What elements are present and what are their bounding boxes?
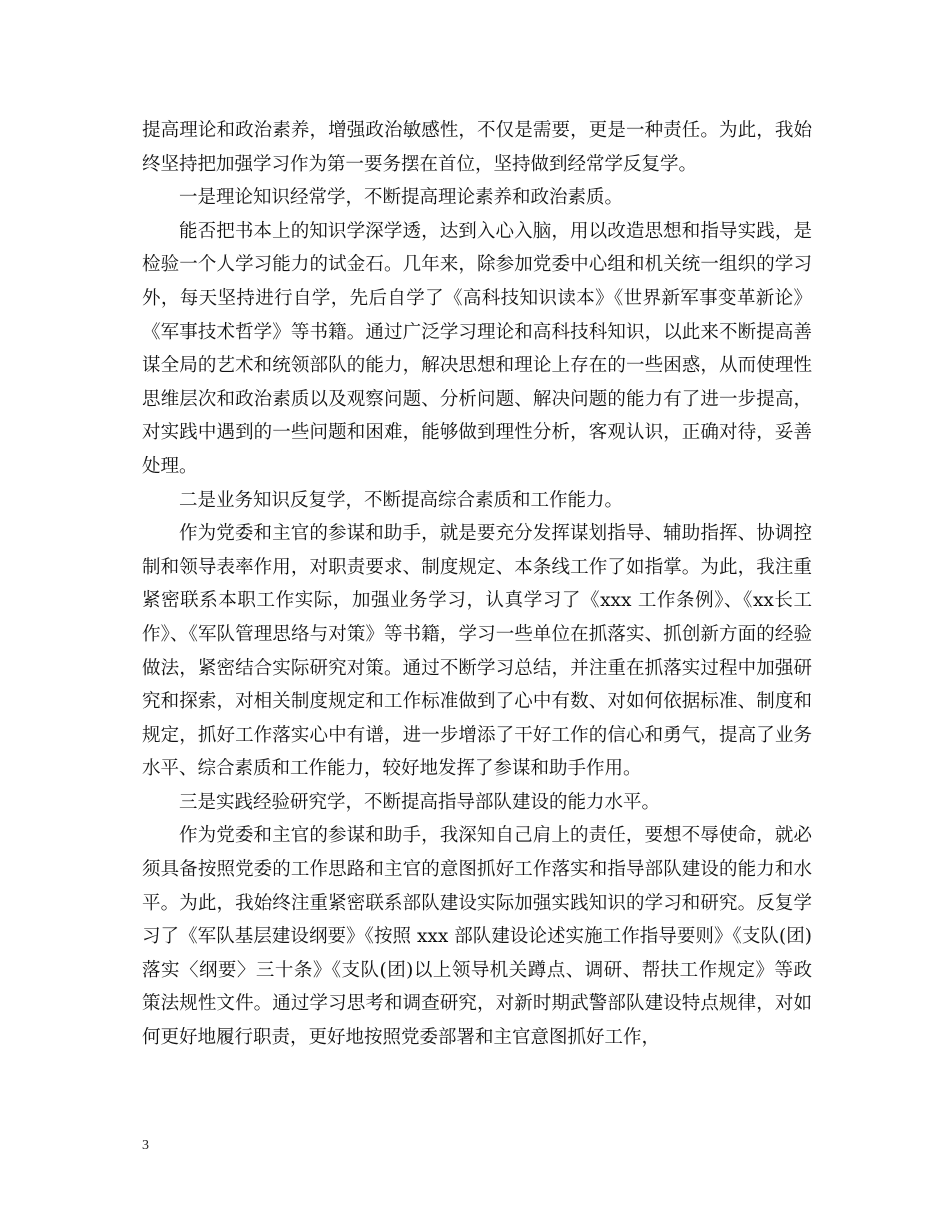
paragraph-practice-study: 作为党委和主官的参谋和助手，我深知自己肩上的责任，要想不辱使命，就必须具备按照党委的工作思路和主官的意图抓好工作落实和指导部队建设的能力和水平。为此，我始终注重紧密联系部队建设实际加强实践知识的学习和研究。反复学习了《军队基层建设纲要》《按照 xxx 部队建设论述实施工作指导要则》《支队(团)落实〈纲要〉三十条》《支队(团)以上领导机关蹲点、调研、帮扶工作规定》等政策法规性文件。通过学习思考和调查研究，对新时期武警部队建设特点规律，对如何更好地履行职责，更好地按照党委部署和主官意图抓好工作， bbox=[142, 825, 812, 1049]
heading-business-study: 二是业务知识反复学，不断提高综合素质和工作能力。 bbox=[179, 489, 624, 511]
document-body bbox=[142, 114, 812, 1055]
page-number: 3 bbox=[142, 1138, 149, 1153]
heading-theory-study: 一是理论知识经常学，不断提高理论素养和政治素质。 bbox=[179, 187, 624, 209]
paragraph-business-study: 作为党委和主官的参谋和助手，就是要充分发挥谋划指导、辅助指挥、协调控制和领导表率作用，对职责要求、制度规定、本条线工作了如指掌。为此，我注重紧密联系本职工作实际，加强业务学习，认真学习了《xxx 工作条例》、《xx长工作》、《军队管理思络与对策》等书籍，学习一些单位在抓落实、抓创新方面的经验做法，紧密结合实际研究对策。通过不断学习总结，并注重在抓落实过程中加强研究和探索，对相关制度规定和工作标准做到了心中有数、对如何依据标准、制度和规定，抓好工作落实心中有谱，进一步增添了干好工作的信心和勇气，提高了业务水平、综合素质和工作能力，较好地发挥了参谋和助手作用。 bbox=[142, 523, 812, 780]
heading-practice-study: 三是实践经验研究学，不断提高指导部队建设的能力水平。 bbox=[179, 791, 661, 813]
paragraph-theory-study: 能否把书本上的知识学深学透，达到入心入脑，用以改造思想和指导实践，是检验一个人学习能力的试金石。几年来，除参加党委中心组和机关统一组织的学习外，每天坚持进行自学，先后自学了《高科技知识读本》《世界新军事变革新论》《军事技术哲学》等书籍。通过广泛学习理论和高科技科知识，以此来不断提高善谋全局的艺术和统领部队的能力，解决思想和理论上存在的一些困惑，从而使理性思维层次和政治素质以及观察问题、分析问题、解决问题的能力有了进一步提高，对实践中遇到的一些问题和困难，能够做到理性分析，客观认识，正确对待，妥善处理。 bbox=[142, 220, 812, 477]
paragraph-continuation: 提高理论和政治素养，增强政治敏感性，不仅是需要，更是一种责任。为此，我始终坚持把加强学习作为第一要务摆在首位，坚持做到经常学反复学。 bbox=[142, 120, 812, 175]
